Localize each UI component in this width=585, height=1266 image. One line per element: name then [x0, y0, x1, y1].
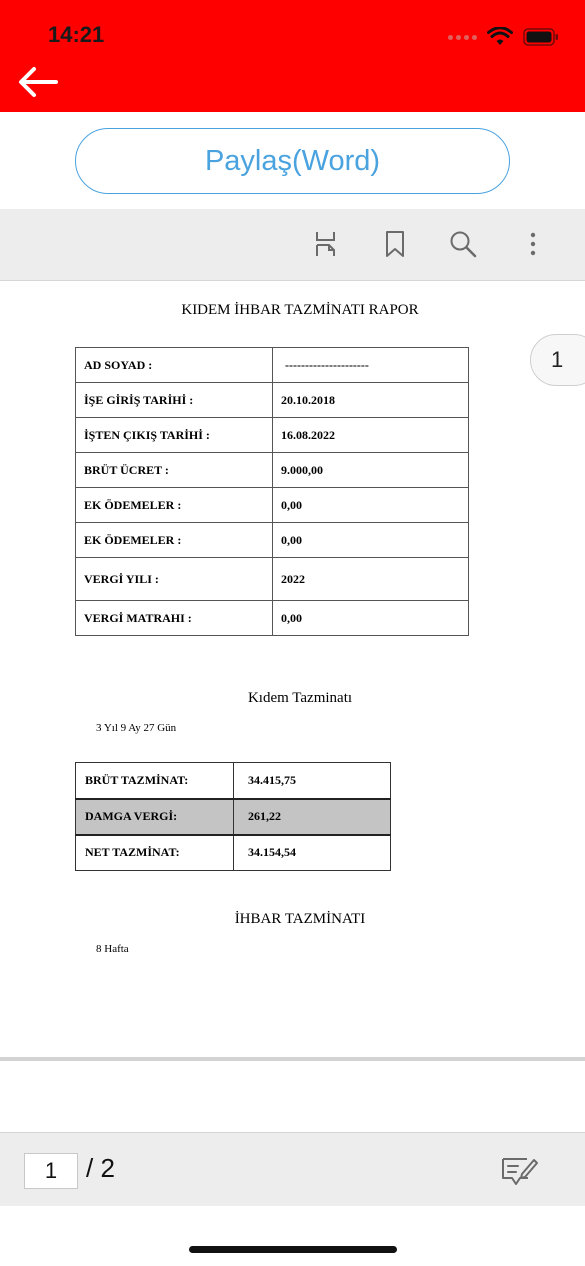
battery-icon — [523, 27, 559, 47]
kidem-duration: 3 Yıl 9 Ay 27 Gün — [96, 722, 177, 734]
table-row — [76, 383, 469, 418]
page-separator — [0, 1057, 585, 1061]
page-number-input[interactable]: 1 — [24, 1153, 78, 1189]
table-row — [76, 799, 391, 835]
table-row — [76, 418, 469, 453]
page-total: / 2 — [86, 1153, 115, 1183]
info-value: 0,00 — [273, 523, 469, 558]
share-word-button[interactable]: Paylaş(Word) — [75, 128, 510, 194]
annotate-icon[interactable] — [500, 1154, 540, 1188]
info-value: 16.08.2022 — [273, 418, 469, 453]
info-value: 2022 — [273, 558, 469, 601]
report-title: KIDEM İHBAR TAZMİNATI RAPOR — [181, 302, 419, 318]
info-label: VERGİ MATRAHI : — [76, 601, 273, 636]
more-options-icon[interactable] — [518, 229, 548, 259]
table-row — [76, 763, 391, 799]
cellular-signal-icon — [448, 35, 477, 40]
info-value: 9.000,00 — [273, 453, 469, 488]
info-label: İŞE GİRİŞ TARİHİ : — [76, 383, 273, 418]
search-icon[interactable] — [448, 229, 478, 259]
page-layout-icon[interactable] — [310, 229, 340, 259]
app-header — [0, 0, 585, 112]
kidem-table — [75, 762, 391, 871]
info-value: 20.10.2018 — [273, 383, 469, 418]
kidem-label: BRÜT TAZMİNAT: — [76, 763, 234, 799]
current-page-badge: 1 — [530, 334, 585, 386]
table-row — [76, 601, 469, 636]
table-row — [76, 453, 469, 488]
table-row — [76, 558, 469, 601]
info-value: 0,00 — [273, 488, 469, 523]
info-value: --------------------- — [273, 348, 469, 383]
kidem-label: NET TAZMİNAT: — [76, 835, 234, 871]
kidem-section-title: Kıdem Tazminatı — [247, 690, 353, 706]
table-row — [76, 488, 469, 523]
ihbar-duration: 8 Hafta — [96, 943, 129, 955]
info-value: 0,00 — [273, 601, 469, 636]
back-arrow-icon[interactable] — [16, 64, 60, 100]
info-label: EK ÖDEMELER : — [76, 488, 273, 523]
table-row — [76, 523, 469, 558]
ihbar-section-title: İHBAR TAZMİNATI — [234, 911, 366, 927]
kidem-value: 34.154,54 — [234, 835, 391, 871]
bookmark-icon[interactable] — [380, 229, 410, 259]
kidem-value: 34.415,75 — [234, 763, 391, 799]
home-indicator — [189, 1246, 397, 1253]
status-indicators — [448, 26, 559, 48]
status-time: 14:21 — [48, 22, 105, 47]
employee-info-table — [75, 347, 469, 636]
info-label: VERGİ YILI : — [76, 558, 273, 601]
info-label: AD SOYAD : — [76, 348, 273, 383]
kidem-label: DAMGA VERGİ: — [76, 799, 234, 835]
share-section — [0, 112, 585, 209]
wifi-icon — [487, 27, 513, 47]
info-label: EK ÖDEMELER : — [76, 523, 273, 558]
kidem-value: 261,22 — [234, 799, 391, 835]
table-row — [76, 348, 469, 383]
pdf-document-view[interactable] — [0, 282, 585, 1132]
info-label: İŞTEN ÇIKIŞ TARİHİ : — [76, 418, 273, 453]
table-row — [76, 835, 391, 871]
info-label: BRÜT ÜCRET : — [76, 453, 273, 488]
pager-bar — [0, 1132, 585, 1206]
pdf-toolbar — [0, 209, 585, 281]
